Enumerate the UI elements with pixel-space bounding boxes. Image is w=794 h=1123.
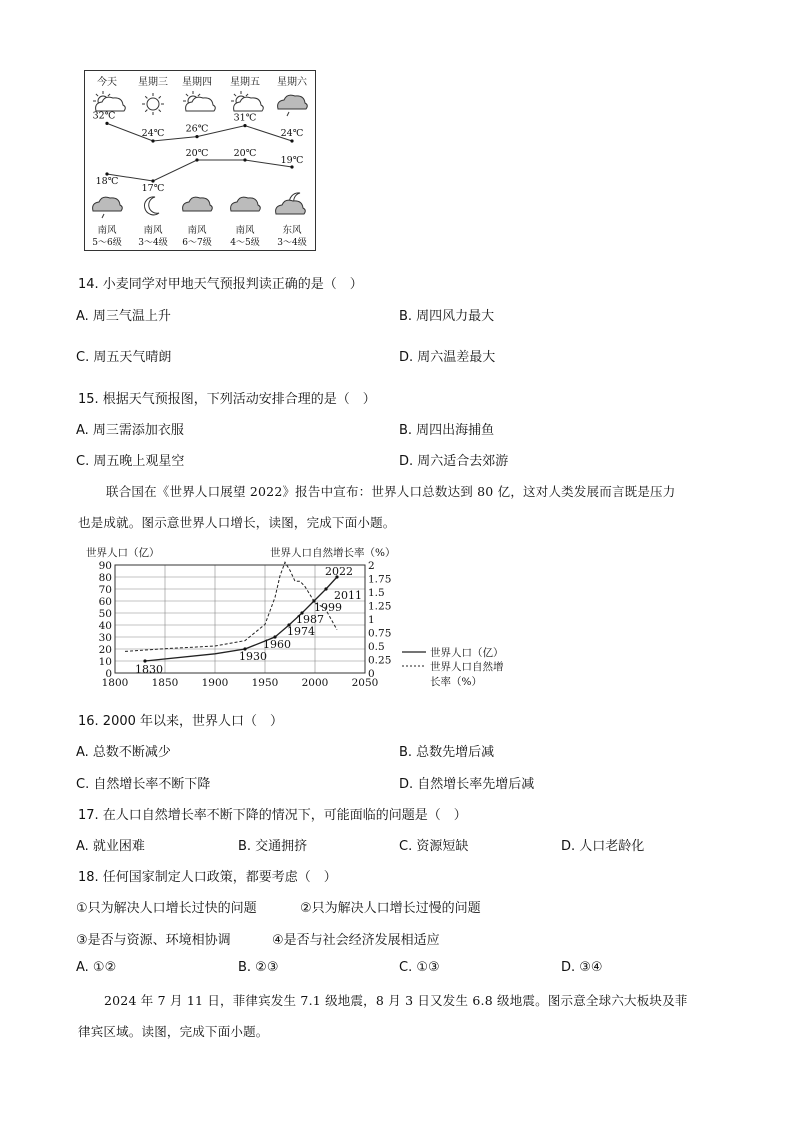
q15-stem: 15. 根据天气预报图，下列活动安排合理的是（ ） [78, 392, 376, 407]
q18-option-b[interactable]: B. ②③ [238, 960, 279, 975]
q18-statement-3: ③是否与资源、环境相协调 [76, 933, 231, 948]
y2-axis-title: 世界人口自然增长率（%） [270, 547, 396, 559]
y-tick-label: 60 [98, 596, 112, 608]
wind-direction-label: 南风 [187, 225, 207, 236]
growth-rate-line [125, 562, 337, 651]
q17-option-a[interactable]: A. 就业困难 [76, 839, 145, 854]
q17-option-d[interactable]: D. 人口老龄化 [561, 839, 645, 854]
cloud-icon [231, 197, 261, 211]
population-year-label: 1987 [296, 613, 324, 626]
weather-day-label: 星期五 [230, 77, 260, 88]
q16-option-a[interactable]: A. 总数不断减少 [76, 745, 171, 760]
wind-direction-label: 南风 [235, 225, 255, 236]
high-temp-label: 24℃ [280, 128, 304, 139]
weather-forecast-figure [84, 70, 316, 251]
y-tick-label: 10 [98, 656, 112, 668]
y-tick-label: 80 [98, 572, 112, 584]
x-tick-label: 2050 [351, 677, 379, 689]
y2-tick-label: 0.75 [368, 627, 392, 640]
high-temp-label: 24℃ [141, 128, 165, 139]
legend-label-population: 世界人口（亿） [430, 647, 504, 659]
q18-statement-4: ④是否与社会经济发展相适应 [272, 933, 440, 948]
weather-day-label: 星期六 [277, 77, 307, 88]
wind-direction-label: 东风 [282, 225, 302, 236]
q15-option-d[interactable]: D. 周六适合去郊游 [399, 454, 509, 469]
moon-icon [145, 197, 159, 215]
low-temp-label: 20℃ [185, 148, 209, 159]
y-tick-label: 90 [98, 560, 112, 572]
q18-statement-2: ②只为解决人口增长过慢的问题 [300, 901, 481, 916]
y2-tick-label: 0.5 [368, 641, 385, 653]
y-axis-title: 世界人口（亿） [86, 547, 160, 559]
wind-level-label: 3～4级 [277, 238, 307, 248]
x-tick-label: 1950 [251, 677, 279, 689]
high-temp-label: 26℃ [185, 123, 209, 135]
sun-icon [142, 93, 164, 115]
population-year-label: 1974 [287, 625, 315, 638]
passage-population-line2: 也是成就。图示意世界人口增长，读图，完成下面小题。 [78, 515, 396, 530]
q15-option-a[interactable]: A. 周三需添加衣服 [76, 423, 184, 438]
q18-option-c[interactable]: C. ①③ [399, 960, 440, 975]
q18-stem: 18. 任何国家制定人口政策，都要考虑（ ） [78, 870, 337, 885]
wind-level-label: 5～6级 [92, 238, 122, 248]
q16-option-c[interactable]: C. 自然增长率不断下降 [76, 777, 211, 792]
sun-cloud-icon [231, 91, 263, 111]
low-temp-label: 19℃ [280, 155, 304, 166]
sun-cloud-icon [93, 91, 125, 111]
high-temp-point [151, 139, 154, 142]
moon-cloud-icon [276, 193, 306, 214]
y-tick-label: 20 [98, 644, 112, 656]
y-tick-label: 70 [98, 584, 112, 596]
y2-tick-label: 0 [368, 668, 375, 680]
x-tick-label: 1900 [201, 677, 229, 689]
low-temp-label: 20℃ [233, 148, 257, 159]
q14-option-a[interactable]: A. 周三气温上升 [76, 309, 171, 324]
q16-option-b[interactable]: B. 总数先增后减 [399, 745, 495, 760]
cloud-icon [183, 197, 213, 211]
q18-option-d[interactable]: D. ③④ [561, 960, 603, 975]
population-year-label: 1999 [314, 601, 342, 614]
q18-statement-1: ①只为解决人口增长过快的问题 [76, 901, 257, 916]
y2-tick-label: 1 [368, 614, 375, 626]
q18-option-a[interactable]: A. ①② [76, 960, 117, 975]
passage-earthquake-line2: 律宾区域。读图，完成下面小题。 [78, 1024, 269, 1039]
wind-direction-label: 南风 [97, 225, 117, 236]
population-chart [80, 543, 540, 693]
legend-label-growth-rate: 世界人口自然增 [430, 661, 504, 673]
low-temp-label: 17℃ [141, 183, 165, 194]
y2-tick-label: 1.25 [368, 600, 392, 613]
weather-day-label: 星期四 [182, 77, 212, 88]
x-tick-label: 2000 [301, 677, 329, 689]
q14-option-c[interactable]: C. 周五天气晴朗 [76, 350, 172, 365]
q16-option-d[interactable]: D. 自然增长率先增后减 [399, 777, 535, 792]
passage-earthquake-line1: 2024 年 7 月 11 日，菲律宾发生 7.1 级地震，8 月 3 日又发生 6.8 级地震。图示意全球六大板块及菲 [104, 993, 688, 1008]
population-year-label: 1830 [135, 663, 163, 676]
y2-tick-label: 0.25 [368, 654, 392, 667]
y2-tick-label: 2 [368, 560, 375, 572]
wind-direction-label: 南风 [143, 225, 163, 236]
y-tick-label: 40 [98, 620, 112, 632]
high-temp-point [195, 135, 198, 138]
q14-option-d[interactable]: D. 周六温差最大 [399, 350, 496, 365]
x-tick-label: 1850 [151, 677, 179, 689]
high-temp-point [105, 122, 108, 125]
sun-cloud-icon [183, 91, 215, 111]
q17-stem: 17. 在人口自然增长率不断下降的情况下，可能面临的问题是（ ） [78, 808, 467, 823]
y-tick-label: 50 [98, 608, 112, 620]
population-year-label: 2011 [334, 589, 362, 602]
weather-forecast-svg [85, 71, 315, 250]
cloud-rain-icon [278, 95, 308, 116]
high-temp-point [243, 124, 246, 127]
y-tick-label: 0 [105, 668, 112, 680]
weather-day-label: 今天 [97, 77, 117, 88]
weather-day-label: 星期三 [138, 77, 168, 88]
population-year-label: 1960 [263, 638, 291, 651]
passage-population-line1: 联合国在《世界人口展望 2022》报告中宣布：世界人口总数达到 80 亿，这对人类发展而言既是压力 [106, 484, 676, 499]
q17-option-b[interactable]: B. 交通拥挤 [238, 839, 308, 854]
q15-option-b[interactable]: B. 周四出海捕鱼 [399, 423, 495, 438]
y2-tick-label: 1.75 [368, 573, 392, 586]
high-temp-label: 31℃ [233, 112, 257, 124]
q17-option-c[interactable]: C. 资源短缺 [399, 839, 469, 854]
y-tick-label: 30 [98, 632, 112, 644]
legend-label-growth-rate-2: 长率（%） [430, 676, 482, 688]
low-temp-line [107, 160, 292, 181]
q14-option-b[interactable]: B. 周四风力最大 [399, 309, 495, 324]
population-point [324, 587, 327, 590]
population-year-label: 1930 [239, 650, 267, 663]
x-tick-label: 1800 [101, 677, 129, 689]
q14-stem: 14. 小麦同学对甲地天气预报判读正确的是（ ） [78, 277, 363, 292]
q15-option-c[interactable]: C. 周五晚上观星空 [76, 454, 185, 469]
cloud-rain-icon [93, 197, 123, 218]
high-temp-point [290, 139, 293, 142]
y2-tick-label: 1.5 [368, 587, 385, 599]
high-temp-label: 32℃ [92, 110, 116, 122]
wind-level-label: 3～4级 [138, 238, 168, 248]
wind-level-label: 6～7级 [182, 238, 212, 248]
wind-level-label: 4～5级 [230, 238, 260, 248]
population-year-label: 2022 [325, 565, 353, 578]
low-temp-label: 18℃ [95, 176, 119, 187]
q16-stem: 16. 2000 年以来，世界人口（ ） [78, 714, 284, 729]
